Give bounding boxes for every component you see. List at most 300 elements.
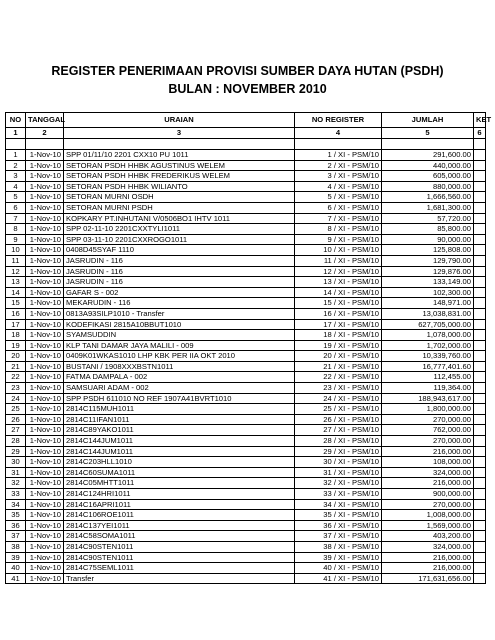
document-title: REGISTER PENERIMAAN PROVISI SUMBER DAYA HUTAN (PSDH) bbox=[51, 64, 444, 78]
row-no: 33 bbox=[6, 489, 26, 500]
row-uraian: 2814C124HRI1011 bbox=[64, 489, 295, 500]
column-number: 1 bbox=[6, 128, 26, 139]
row-uraian: 2814C11IFAN1011 bbox=[64, 414, 295, 425]
header-row bbox=[6, 113, 486, 128]
row-jumlah: 13,038,831.00 bbox=[382, 308, 474, 319]
spacer-cell bbox=[382, 139, 474, 150]
row-tanggal: 1-Nov-10 bbox=[26, 404, 64, 415]
row-no: 9 bbox=[6, 234, 26, 245]
row-no-register: 3 / XI - PSM/10 bbox=[295, 171, 382, 182]
row-no-register: 25 / XI - PSM/10 bbox=[295, 404, 382, 415]
row-ket bbox=[474, 520, 486, 531]
row-tanggal: 1-Nov-10 bbox=[26, 489, 64, 500]
row-jumlah: 880,000.00 bbox=[382, 181, 474, 192]
row-uraian: GAFAR S - 002 bbox=[64, 287, 295, 298]
row-tanggal: 1-Nov-10 bbox=[26, 383, 64, 394]
row-no: 38 bbox=[6, 541, 26, 552]
row-ket bbox=[474, 436, 486, 447]
row-tanggal: 1-Nov-10 bbox=[26, 510, 64, 521]
row-no: 37 bbox=[6, 531, 26, 542]
row-jumlah: 108,000.00 bbox=[382, 457, 474, 468]
row-tanggal: 1-Nov-10 bbox=[26, 552, 64, 563]
row-no: 20 bbox=[6, 351, 26, 362]
table-row bbox=[6, 372, 486, 383]
row-no-register: 15 / XI - PSM/10 bbox=[295, 298, 382, 309]
row-jumlah: 605,000.00 bbox=[382, 171, 474, 182]
row-jumlah: 57,720.00 bbox=[382, 213, 474, 224]
row-no: 8 bbox=[6, 224, 26, 235]
row-no: 2 bbox=[6, 160, 26, 171]
row-uraian: 2814C58SOMA1011 bbox=[64, 531, 295, 542]
table-row bbox=[6, 563, 486, 574]
row-ket bbox=[474, 351, 486, 362]
row-ket bbox=[474, 202, 486, 213]
row-no-register: 23 / XI - PSM/10 bbox=[295, 383, 382, 394]
row-jumlah: 10,339,760.00 bbox=[382, 351, 474, 362]
row-no-register: 27 / XI - PSM/10 bbox=[295, 425, 382, 436]
row-jumlah: 148,971.00 bbox=[382, 298, 474, 309]
row-no-register: 40 / XI - PSM/10 bbox=[295, 563, 382, 574]
row-uraian: 2814C75SEML1011 bbox=[64, 563, 295, 574]
row-no-register: 14 / XI - PSM/10 bbox=[295, 287, 382, 298]
row-no-register: 36 / XI - PSM/10 bbox=[295, 520, 382, 531]
row-no-register: 30 / XI - PSM/10 bbox=[295, 457, 382, 468]
row-no-register: 20 / XI - PSM/10 bbox=[295, 351, 382, 362]
row-no-register: 24 / XI - PSM/10 bbox=[295, 393, 382, 404]
table-row bbox=[6, 266, 486, 277]
row-no: 18 bbox=[6, 330, 26, 341]
table-row bbox=[6, 181, 486, 192]
row-tanggal: 1-Nov-10 bbox=[26, 457, 64, 468]
row-jumlah: 762,000.00 bbox=[382, 425, 474, 436]
row-no: 36 bbox=[6, 520, 26, 531]
row-tanggal: 1-Nov-10 bbox=[26, 340, 64, 351]
spacer-cell bbox=[26, 139, 64, 150]
row-ket bbox=[474, 330, 486, 341]
row-jumlah: 133,149.00 bbox=[382, 277, 474, 288]
row-uraian: 2814C89YAKO1011 bbox=[64, 425, 295, 436]
row-jumlah: 324,000.00 bbox=[382, 541, 474, 552]
row-jumlah: 85,800.00 bbox=[382, 224, 474, 235]
row-no-register: 6 / XI - PSM/10 bbox=[295, 202, 382, 213]
row-no-register: 1 / XI - PSM/10 bbox=[295, 150, 382, 161]
column-number: 2 bbox=[26, 128, 64, 139]
row-jumlah: 291,600.00 bbox=[382, 150, 474, 161]
row-no-register: 29 / XI - PSM/10 bbox=[295, 446, 382, 457]
row-uraian: Transfer bbox=[64, 573, 295, 584]
row-ket bbox=[474, 425, 486, 436]
row-uraian: JASRUDIN - 116 bbox=[64, 277, 295, 288]
row-tanggal: 1-Nov-10 bbox=[26, 171, 64, 182]
row-ket bbox=[474, 266, 486, 277]
row-ket bbox=[474, 457, 486, 468]
row-no: 4 bbox=[6, 181, 26, 192]
row-tanggal: 1-Nov-10 bbox=[26, 361, 64, 372]
header-jumlah: JUMLAH bbox=[382, 113, 474, 128]
row-no: 10 bbox=[6, 245, 26, 256]
row-uraian: SPP 03-11-10 2201CXXROGO1011 bbox=[64, 234, 295, 245]
row-jumlah: 1,702,000.00 bbox=[382, 340, 474, 351]
row-no: 22 bbox=[6, 372, 26, 383]
row-no-register: 19 / XI - PSM/10 bbox=[295, 340, 382, 351]
row-tanggal: 1-Nov-10 bbox=[26, 150, 64, 161]
row-jumlah: 440,000.00 bbox=[382, 160, 474, 171]
row-uraian: 2814C16APRI1011 bbox=[64, 499, 295, 510]
row-tanggal: 1-Nov-10 bbox=[26, 255, 64, 266]
row-jumlah: 216,000.00 bbox=[382, 446, 474, 457]
row-no: 32 bbox=[6, 478, 26, 489]
row-uraian: 2814C106ROE1011 bbox=[64, 510, 295, 521]
row-ket bbox=[474, 510, 486, 521]
column-number-row bbox=[6, 128, 486, 139]
row-ket bbox=[474, 277, 486, 288]
row-no-register: 17 / XI - PSM/10 bbox=[295, 319, 382, 330]
row-no: 41 bbox=[6, 573, 26, 584]
table-row bbox=[6, 414, 486, 425]
row-uraian: SETORAN PSDH HHBK AGUSTINUS WELEM bbox=[64, 160, 295, 171]
row-no-register: 28 / XI - PSM/10 bbox=[295, 436, 382, 447]
table-row bbox=[6, 404, 486, 415]
table-row bbox=[6, 520, 486, 531]
row-no-register: 9 / XI - PSM/10 bbox=[295, 234, 382, 245]
table-row bbox=[6, 446, 486, 457]
row-tanggal: 1-Nov-10 bbox=[26, 425, 64, 436]
row-ket bbox=[474, 319, 486, 330]
row-uraian: SAMSUARI ADAM - 002 bbox=[64, 383, 295, 394]
row-no: 19 bbox=[6, 340, 26, 351]
row-ket bbox=[474, 234, 486, 245]
row-tanggal: 1-Nov-10 bbox=[26, 308, 64, 319]
row-uraian: SPP 01/11/10 2201 CXX10 PU 1011 bbox=[64, 150, 295, 161]
table-row bbox=[6, 467, 486, 478]
row-ket bbox=[474, 287, 486, 298]
row-jumlah: 1,008,000.00 bbox=[382, 510, 474, 521]
row-tanggal: 1-Nov-10 bbox=[26, 478, 64, 489]
row-ket bbox=[474, 467, 486, 478]
row-ket bbox=[474, 383, 486, 394]
column-number: 3 bbox=[64, 128, 295, 139]
row-uraian: SYAMSUDDIN bbox=[64, 330, 295, 341]
row-jumlah: 270,000.00 bbox=[382, 414, 474, 425]
row-jumlah: 1,569,000.00 bbox=[382, 520, 474, 531]
row-no: 14 bbox=[6, 287, 26, 298]
row-jumlah: 270,000.00 bbox=[382, 436, 474, 447]
spacer-row bbox=[6, 139, 486, 150]
table-row bbox=[6, 573, 486, 584]
table-row bbox=[6, 351, 486, 362]
row-no-register: 21 / XI - PSM/10 bbox=[295, 361, 382, 372]
row-no: 35 bbox=[6, 510, 26, 521]
table-row bbox=[6, 531, 486, 542]
row-uraian: KODEFIKASI 2815A10BBUT1010 bbox=[64, 319, 295, 330]
row-no-register: 38 / XI - PSM/10 bbox=[295, 541, 382, 552]
row-jumlah: 216,000.00 bbox=[382, 563, 474, 574]
row-no-register: 10 / XI - PSM/10 bbox=[295, 245, 382, 256]
row-no-register: 12 / XI - PSM/10 bbox=[295, 266, 382, 277]
row-tanggal: 1-Nov-10 bbox=[26, 414, 64, 425]
row-no: 34 bbox=[6, 499, 26, 510]
column-number: 5 bbox=[382, 128, 474, 139]
row-ket bbox=[474, 245, 486, 256]
row-jumlah: 270,000.00 bbox=[382, 499, 474, 510]
row-tanggal: 1-Nov-10 bbox=[26, 224, 64, 235]
row-ket bbox=[474, 414, 486, 425]
document-subtitle: BULAN : NOVEMBER 2010 bbox=[168, 82, 327, 96]
table-row bbox=[6, 393, 486, 404]
row-uraian: 2814C144JUM1011 bbox=[64, 446, 295, 457]
header-uraian: URAIAN bbox=[64, 113, 295, 128]
row-tanggal: 1-Nov-10 bbox=[26, 266, 64, 277]
row-ket bbox=[474, 478, 486, 489]
row-jumlah: 324,000.00 bbox=[382, 467, 474, 478]
row-jumlah: 1,800,000.00 bbox=[382, 404, 474, 415]
table-row bbox=[6, 298, 486, 309]
row-uraian: 2814C203HLL1010 bbox=[64, 457, 295, 468]
spacer-cell bbox=[474, 139, 486, 150]
row-tanggal: 1-Nov-10 bbox=[26, 563, 64, 574]
table-row bbox=[6, 171, 486, 182]
spacer-cell bbox=[64, 139, 295, 150]
row-no-register: 26 / XI - PSM/10 bbox=[295, 414, 382, 425]
column-number: 4 bbox=[295, 128, 382, 139]
row-no-register: 7 / XI - PSM/10 bbox=[295, 213, 382, 224]
table-row bbox=[6, 489, 486, 500]
spacer-cell bbox=[295, 139, 382, 150]
row-jumlah: 129,876.00 bbox=[382, 266, 474, 277]
row-no-register: 11 / XI - PSM/10 bbox=[295, 255, 382, 266]
table-row bbox=[6, 319, 486, 330]
row-uraian: 0813A93SILP1010 - Transfer bbox=[64, 308, 295, 319]
row-uraian: 0408D45SYAF 1110 bbox=[64, 245, 295, 256]
row-tanggal: 1-Nov-10 bbox=[26, 192, 64, 203]
row-ket bbox=[474, 308, 486, 319]
row-ket bbox=[474, 255, 486, 266]
row-no-register: 2 / XI - PSM/10 bbox=[295, 160, 382, 171]
row-ket bbox=[474, 192, 486, 203]
row-no: 30 bbox=[6, 457, 26, 468]
row-ket bbox=[474, 489, 486, 500]
row-ket bbox=[474, 573, 486, 584]
row-ket bbox=[474, 213, 486, 224]
row-uraian: 2814C144JUM1011 bbox=[64, 436, 295, 447]
row-tanggal: 1-Nov-10 bbox=[26, 573, 64, 584]
row-tanggal: 1-Nov-10 bbox=[26, 351, 64, 362]
row-no-register: 35 / XI - PSM/10 bbox=[295, 510, 382, 521]
table-row bbox=[6, 510, 486, 521]
row-tanggal: 1-Nov-10 bbox=[26, 436, 64, 447]
row-uraian: JASRUDIN - 116 bbox=[64, 255, 295, 266]
row-ket bbox=[474, 446, 486, 457]
row-no-register: 41 / XI - PSM/10 bbox=[295, 573, 382, 584]
row-ket bbox=[474, 224, 486, 235]
row-no-register: 34 / XI - PSM/10 bbox=[295, 499, 382, 510]
register-table bbox=[5, 112, 492, 584]
row-jumlah: 188,943,617.00 bbox=[382, 393, 474, 404]
row-ket bbox=[474, 499, 486, 510]
table-row bbox=[6, 436, 486, 447]
row-jumlah: 16,777,401.60 bbox=[382, 361, 474, 372]
row-no-register: 5 / XI - PSM/10 bbox=[295, 192, 382, 203]
row-no-register: 16 / XI - PSM/10 bbox=[295, 308, 382, 319]
row-ket bbox=[474, 541, 486, 552]
row-jumlah: 403,200.00 bbox=[382, 531, 474, 542]
table-row bbox=[6, 245, 486, 256]
row-no: 28 bbox=[6, 436, 26, 447]
row-ket bbox=[474, 150, 486, 161]
row-no-register: 4 / XI - PSM/10 bbox=[295, 181, 382, 192]
row-ket bbox=[474, 372, 486, 383]
row-uraian: 2814C90STEN1011 bbox=[64, 552, 295, 563]
spacer-cell bbox=[6, 139, 26, 150]
row-tanggal: 1-Nov-10 bbox=[26, 499, 64, 510]
row-no: 1 bbox=[6, 150, 26, 161]
row-no: 39 bbox=[6, 552, 26, 563]
header-no-register: NO REGISTER bbox=[295, 113, 382, 128]
table-row bbox=[6, 330, 486, 341]
row-ket bbox=[474, 160, 486, 171]
row-jumlah: 112,455.00 bbox=[382, 372, 474, 383]
row-no: 15 bbox=[6, 298, 26, 309]
row-no-register: 31 / XI - PSM/10 bbox=[295, 467, 382, 478]
row-no: 3 bbox=[6, 171, 26, 182]
row-jumlah: 1,681,300.00 bbox=[382, 202, 474, 213]
table-row bbox=[6, 234, 486, 245]
row-no: 25 bbox=[6, 404, 26, 415]
row-no: 13 bbox=[6, 277, 26, 288]
row-no: 29 bbox=[6, 446, 26, 457]
table-row bbox=[6, 340, 486, 351]
row-no: 11 bbox=[6, 255, 26, 266]
table-row bbox=[6, 202, 486, 213]
row-ket bbox=[474, 404, 486, 415]
row-uraian: BUSTANI / 1908XXXBSTN1011 bbox=[64, 361, 295, 372]
row-jumlah: 90,000.00 bbox=[382, 234, 474, 245]
row-tanggal: 1-Nov-10 bbox=[26, 287, 64, 298]
table-row bbox=[6, 361, 486, 372]
row-no: 17 bbox=[6, 319, 26, 330]
row-uraian: 2814C115MUH1011 bbox=[64, 404, 295, 415]
row-uraian: SPP 02-11-10 2201CXXTYLI1011 bbox=[64, 224, 295, 235]
row-tanggal: 1-Nov-10 bbox=[26, 277, 64, 288]
row-no: 26 bbox=[6, 414, 26, 425]
row-uraian: 2814C137YEI1011 bbox=[64, 520, 295, 531]
row-ket bbox=[474, 531, 486, 542]
header-tanggal: TANGGAL bbox=[26, 113, 64, 128]
table-row bbox=[6, 287, 486, 298]
row-tanggal: 1-Nov-10 bbox=[26, 319, 64, 330]
row-uraian: SPP PSDH 611010 NO REF 1907A41BVRT1010 bbox=[64, 393, 295, 404]
row-uraian: SETORAN MURNI OSDH bbox=[64, 192, 295, 203]
row-no-register: 33 / XI - PSM/10 bbox=[295, 489, 382, 500]
row-ket bbox=[474, 340, 486, 351]
header-no: NO bbox=[6, 113, 26, 128]
column-number: 6 bbox=[474, 128, 486, 139]
row-jumlah: 900,000.00 bbox=[382, 489, 474, 500]
row-jumlah: 1,666,560.00 bbox=[382, 192, 474, 203]
table-row bbox=[6, 478, 486, 489]
row-uraian: KOPKARY PT.INHUTANI V/0506BO1 IHTV 1011 bbox=[64, 213, 295, 224]
row-uraian: 2814C60SUMA1011 bbox=[64, 467, 295, 478]
row-uraian: FATMA DAMPALA - 002 bbox=[64, 372, 295, 383]
row-uraian: JASRUDIN - 116 bbox=[64, 266, 295, 277]
row-jumlah: 102,300.00 bbox=[382, 287, 474, 298]
row-no: 7 bbox=[6, 213, 26, 224]
row-tanggal: 1-Nov-10 bbox=[26, 467, 64, 478]
table-row bbox=[6, 213, 486, 224]
row-no-register: 22 / XI - PSM/10 bbox=[295, 372, 382, 383]
row-jumlah: 216,000.00 bbox=[382, 552, 474, 563]
table-row bbox=[6, 425, 486, 436]
row-no: 21 bbox=[6, 361, 26, 372]
row-no-register: 18 / XI - PSM/10 bbox=[295, 330, 382, 341]
row-ket bbox=[474, 552, 486, 563]
table-row bbox=[6, 277, 486, 288]
row-tanggal: 1-Nov-10 bbox=[26, 245, 64, 256]
table-row bbox=[6, 457, 486, 468]
row-tanggal: 1-Nov-10 bbox=[26, 393, 64, 404]
row-uraian: SETORAN PSDH HHBK WILIANTO bbox=[64, 181, 295, 192]
table-row bbox=[6, 160, 486, 171]
row-tanggal: 1-Nov-10 bbox=[26, 520, 64, 531]
row-no-register: 8 / XI - PSM/10 bbox=[295, 224, 382, 235]
row-tanggal: 1-Nov-10 bbox=[26, 160, 64, 171]
row-no-register: 37 / XI - PSM/10 bbox=[295, 531, 382, 542]
row-uraian: SETORAN PSDH HHBK FREDERIKUS WELEM bbox=[64, 171, 295, 182]
row-no-register: 32 / XI - PSM/10 bbox=[295, 478, 382, 489]
row-tanggal: 1-Nov-10 bbox=[26, 213, 64, 224]
row-tanggal: 1-Nov-10 bbox=[26, 234, 64, 245]
row-jumlah: 171,631,656.00 bbox=[382, 573, 474, 584]
row-no-register: 13 / XI - PSM/10 bbox=[295, 277, 382, 288]
row-uraian: MEKARUDIN - 116 bbox=[64, 298, 295, 309]
row-uraian: 2814C05MHTT1011 bbox=[64, 478, 295, 489]
row-tanggal: 1-Nov-10 bbox=[26, 202, 64, 213]
table-row bbox=[6, 308, 486, 319]
row-no: 23 bbox=[6, 383, 26, 394]
row-no: 27 bbox=[6, 425, 26, 436]
row-jumlah: 627,705,000.00 bbox=[382, 319, 474, 330]
table-row bbox=[6, 383, 486, 394]
row-no: 16 bbox=[6, 308, 26, 319]
table-row bbox=[6, 541, 486, 552]
table-row bbox=[6, 255, 486, 266]
row-ket bbox=[474, 181, 486, 192]
table-row bbox=[6, 499, 486, 510]
row-tanggal: 1-Nov-10 bbox=[26, 541, 64, 552]
row-ket bbox=[474, 298, 486, 309]
row-no-register: 39 / XI - PSM/10 bbox=[295, 552, 382, 563]
row-ket bbox=[474, 171, 486, 182]
header-ket: KET bbox=[474, 113, 486, 128]
row-no: 24 bbox=[6, 393, 26, 404]
row-tanggal: 1-Nov-10 bbox=[26, 181, 64, 192]
row-no: 12 bbox=[6, 266, 26, 277]
row-tanggal: 1-Nov-10 bbox=[26, 446, 64, 457]
row-jumlah: 129,790.00 bbox=[382, 255, 474, 266]
table-row bbox=[6, 224, 486, 235]
row-ket bbox=[474, 393, 486, 404]
row-no: 40 bbox=[6, 563, 26, 574]
row-no: 6 bbox=[6, 202, 26, 213]
row-tanggal: 1-Nov-10 bbox=[26, 330, 64, 341]
row-jumlah: 125,808.00 bbox=[382, 245, 474, 256]
row-uraian: 0409K01WKAS1010 LHP KBK PER IIA OKT 2010 bbox=[64, 351, 295, 362]
row-no: 5 bbox=[6, 192, 26, 203]
row-no: 31 bbox=[6, 467, 26, 478]
table-row bbox=[6, 150, 486, 161]
row-ket bbox=[474, 563, 486, 574]
table-row bbox=[6, 552, 486, 563]
